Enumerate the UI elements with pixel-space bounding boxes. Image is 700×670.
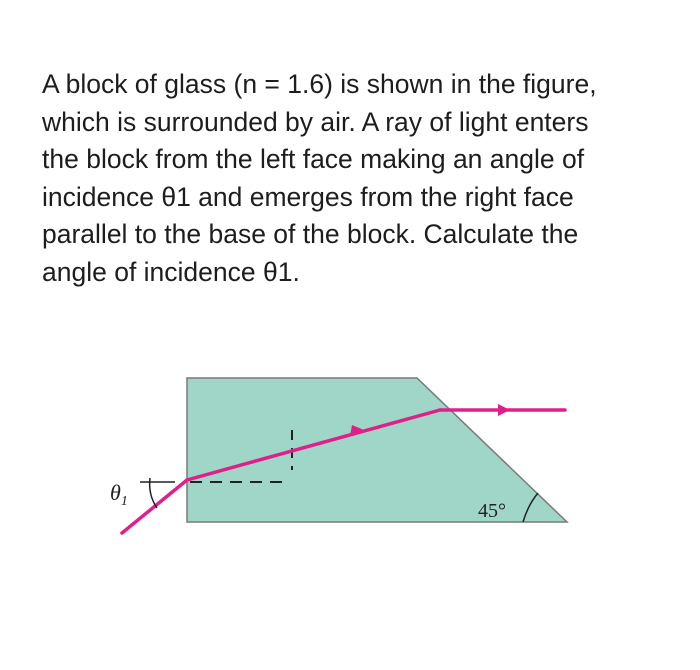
problem-line-6: angle of incidence θ1. xyxy=(42,256,300,287)
incident-ray xyxy=(122,480,187,533)
problem-line-2: which is surrounded by air. A ray of light enters xyxy=(42,106,589,137)
emergent-ray-arrow xyxy=(498,404,510,416)
angle-45-label: 45° xyxy=(478,500,506,522)
theta-symbol: θ xyxy=(110,480,121,505)
theta1-label xyxy=(110,480,128,509)
problem-line-5: parallel to the base of the block. Calculate the xyxy=(42,219,579,249)
theta-subscript: 1 xyxy=(120,494,128,509)
problem-line-1: A block of glass (n = 1.6) is shown in the figure, xyxy=(42,69,597,99)
problem-line-3: the block from the left face making an angle of xyxy=(42,144,585,174)
problem-line-4: incidence θ1 and emerges from the right face xyxy=(42,181,574,212)
glass-block xyxy=(187,378,567,522)
